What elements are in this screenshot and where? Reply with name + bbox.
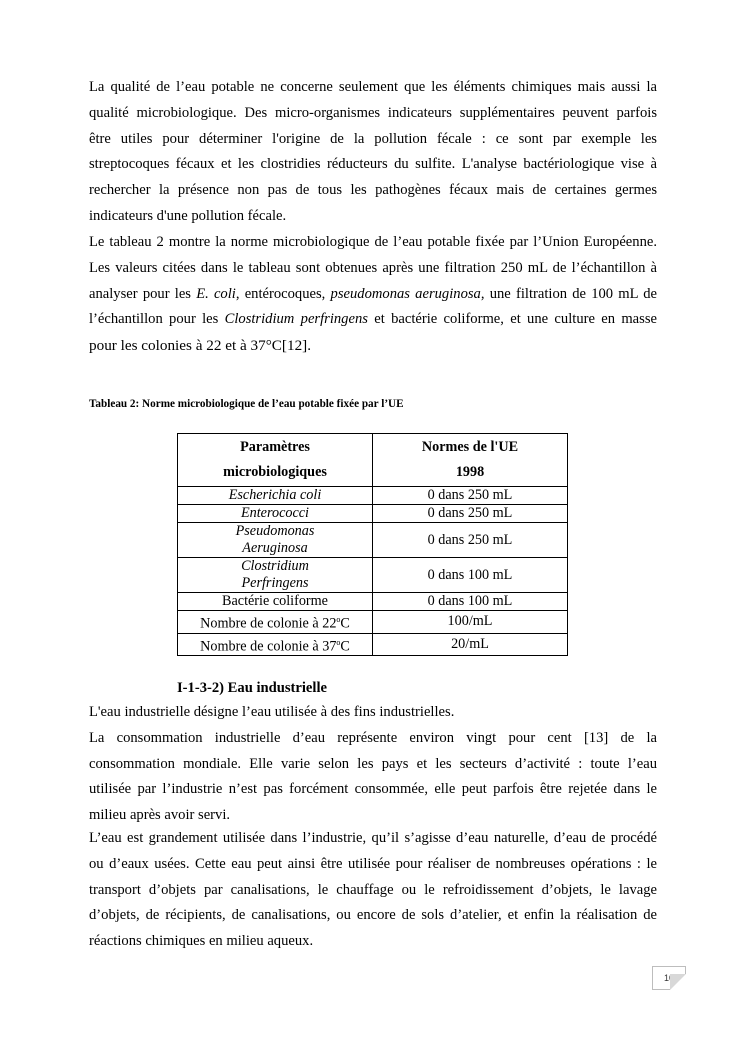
param-cell: Pseudomonas Aeruginosa xyxy=(178,523,373,558)
param-cell: Nombre de colonie à 22$^o$C xyxy=(178,611,373,634)
text-run: , entérocoques, xyxy=(235,285,331,302)
norm-cell: 0 dans 250 mL xyxy=(373,487,568,505)
page-curl-icon xyxy=(670,974,686,990)
table-row xyxy=(178,558,568,593)
text-line: La consommation industrielle d’eau représente environ vingt pour cent [13] de la xyxy=(89,729,657,746)
norm-cell: 0 dans 250 mL xyxy=(373,505,568,523)
table-row xyxy=(178,633,568,656)
text-line: consommation mondiale. Elle varie selon les pays et les secteurs d’activité : toute l’eau xyxy=(89,755,657,772)
text-line: L'eau industrielle désigne l’eau utilisée à des fins industrielles. xyxy=(89,704,455,720)
norm-cell: 100/mL xyxy=(373,611,568,634)
microbiological-norms-table xyxy=(177,433,568,656)
industrial-water-paragraph xyxy=(89,700,657,829)
table-row xyxy=(178,611,568,634)
text-line: Les valeurs citées dans le tableau sont obtenues après une filtration 250 mL de l’échantillon à xyxy=(89,259,657,276)
intro-paragraph xyxy=(89,75,657,230)
text-line: streptocoques fécaux et les clostridies réducteurs du sulfite. L'analyse bactériologique vise à xyxy=(89,156,657,173)
table-row xyxy=(178,523,568,558)
text-run: , une filtration de 100 mL de xyxy=(480,285,657,302)
text-line: d’objets, de récipients, de canalisations, ou encore de sols d’atelier, et enfin la réalisation de xyxy=(89,907,657,924)
species-name: Clostridium perfringens xyxy=(224,311,368,328)
text-line: milieu après avoir servi. xyxy=(89,807,231,824)
text-run: l’échantillon pour les xyxy=(89,311,225,328)
degree-mark: o xyxy=(336,637,341,647)
species-name: E. coli xyxy=(196,285,236,302)
text-line xyxy=(89,307,657,333)
text-line: rechercher la présence non pas de tous les pathogènes fécaux mais de certaines germes xyxy=(89,182,657,199)
text-line: transport d’objets par canalisations, le chauffage ou le refroidissement d’objets, le lavage xyxy=(89,881,657,898)
text-run: analyser pour les xyxy=(89,285,197,302)
norm-cell: 0 dans 250 mL xyxy=(373,523,568,558)
param-cell: Escherichia coli xyxy=(178,487,373,505)
text-run: et bactérie coliforme, et une culture en masse xyxy=(367,311,657,328)
header-parameters: Paramètres microbiologiques xyxy=(178,434,373,487)
param-cell: Bactérie coliforme xyxy=(178,593,373,611)
text-line: qualité microbiologique. Des micro-organismes indicateurs supplémentaires peuvent parfois xyxy=(89,104,657,121)
table-row xyxy=(178,593,568,611)
text-line: réactions chimiques en milieu aqueux. xyxy=(89,933,314,950)
text-line: être utiles pour déterminer l'origine de la pollution fécale : ce sont par exemple les xyxy=(89,130,657,147)
header-eu-norms: Normes de l'UE 1998 xyxy=(373,434,568,487)
industrial-uses-paragraph xyxy=(89,826,657,955)
text-line: Le tableau 2 montre la norme microbiologique de l’eau potable fixée par l’Union Européenne. xyxy=(89,234,657,250)
table-header-row xyxy=(178,434,568,487)
table-row xyxy=(178,505,568,523)
text-line: ou d’eaux usées. Cette eau peut ainsi être utilisée pour réaliser de nombreuses opérations : le xyxy=(89,855,657,872)
norm-cell: 0 dans 100 mL xyxy=(373,558,568,593)
page-number-text: 10 xyxy=(663,973,674,983)
text-line: La qualité de l’eau potable ne concerne seulement que les éléments chimiques mais aussi la xyxy=(89,79,657,95)
param-cell: Enterococci xyxy=(178,505,373,523)
param-cell: Clostridium Perfringens xyxy=(178,558,373,593)
table-intro-paragraph xyxy=(89,230,657,359)
table-row xyxy=(178,487,568,505)
text-line xyxy=(89,282,657,308)
degree-mark: o xyxy=(336,615,341,624)
param-cell: Nombre de colonie à 37$^o$C xyxy=(178,633,373,656)
text-line: indicateurs d'une pollution fécale. xyxy=(89,207,287,224)
species-name: pseudomonas aeruginosa xyxy=(330,285,481,302)
section-heading: I-1-3-2) Eau industrielle xyxy=(177,680,327,696)
norm-cell: 20/mL xyxy=(373,633,568,656)
text-line: utilisée par l’industrie n’est pas forcément consommée, elle peut parfois être rejetée dans le xyxy=(89,781,657,798)
text-line: L’eau est grandement utilisée dans l’industrie, qu’il s’agisse d’eau naturelle, d’eau de procédé xyxy=(89,830,657,846)
norm-cell: 0 dans 100 mL xyxy=(373,593,568,611)
text-line: pour les colonies à 22 et à 37°C[12]. xyxy=(89,337,312,355)
page-number xyxy=(652,966,686,990)
table-caption: Tableau 2: Norme microbiologique de l’eau potable fixée par l’UE xyxy=(89,398,404,410)
